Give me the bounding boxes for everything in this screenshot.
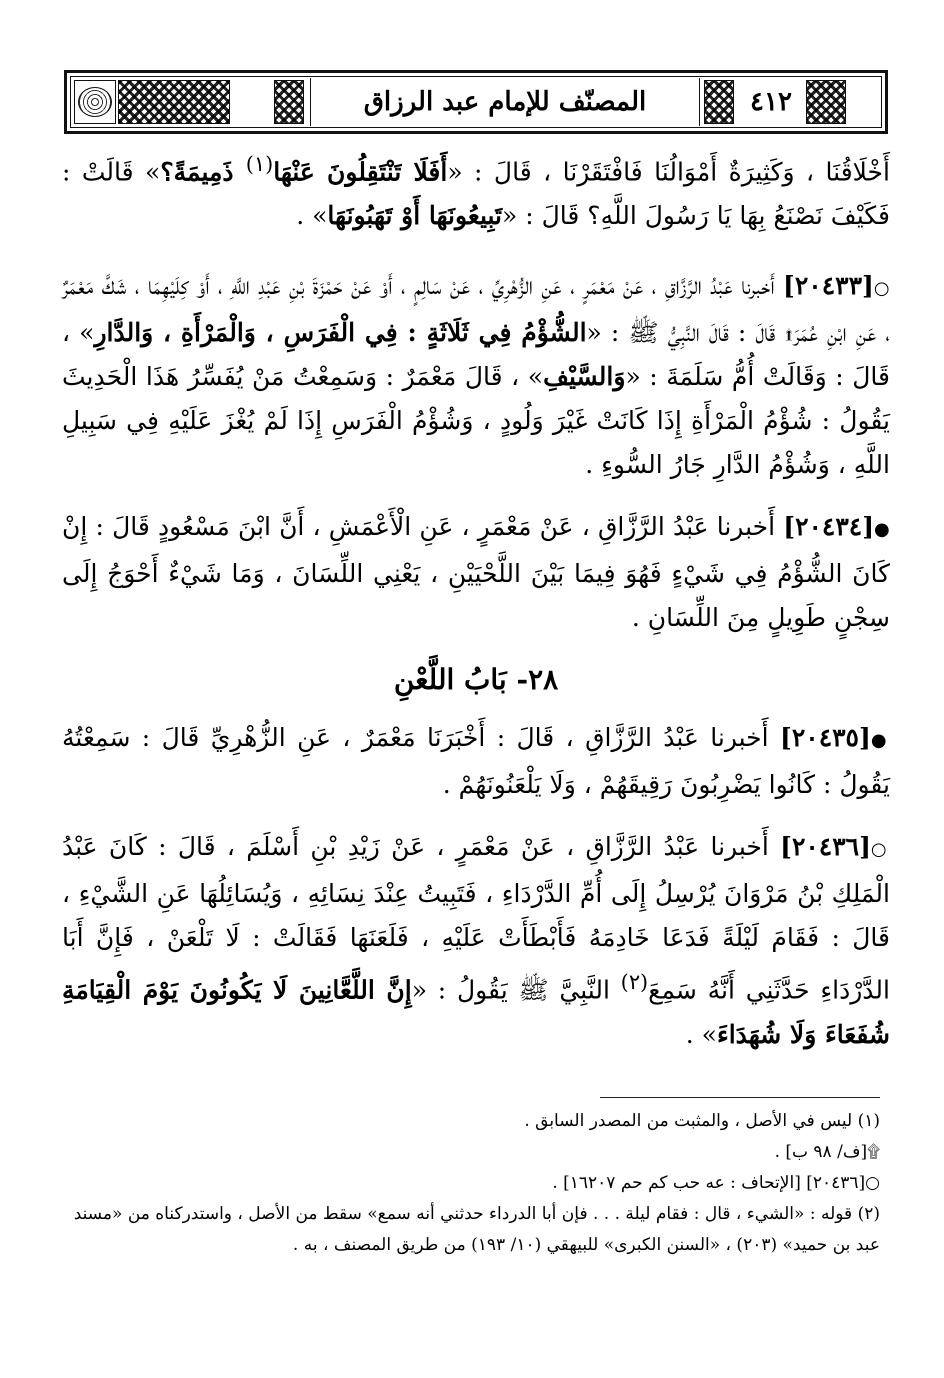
entry-20434 xyxy=(62,505,890,640)
entry-number: [٢٠٤٣٦] xyxy=(780,832,871,862)
footnote-2: (٢) قوله : «الشيء ، قال : فقام ليلة . . . فإن أبا الدرداء حدثني أنه سمع» سقط من الأصل ، واستدركناه من «مسند عبد بن حميد» (٢٠٣) ، «السنن الكبرى» للبيهقي (١٠/ ١٩٣) من طريق المصنف ، به . xyxy=(73,1204,880,1255)
ornament-mid-left xyxy=(274,80,304,124)
footnotes xyxy=(62,1106,880,1261)
text: أَخبرنا عَبْدُ الرَّزَّاقِ ، عَنْ مَعْمَرٍ ، عَنْ زَيْدِ بْنِ أَسْلَمَ ، قَالَ : كَانَ عَبْدُ الْمَلِكِ بْنُ مَرْوَانَ يُرْسِلُ إِلَى أُمِّ الدَّرْدَاءِ ، فَتَبِيتُ عِنْدَ نِسَائِهِ ، وَيُسَائِلُهَا عَنِ الشَّيْءِ ، قَالَ : فَقَامَ لَيْلَةً فَدَعَا خَادِمَهُ فَأَبْطَأَتْ عَلَيْهِ ، فَلَعَنَهَا فَقَالَتْ : لَا تَلْعَنْ ، فَإِنَّ أَبَا الدَّرْدَاءِ حَدَّثَنِي أَنَّهُ سَمِعَ xyxy=(62,832,890,1005)
chapter-title: ٢٨- بَابُ اللَّعْنِ xyxy=(393,663,559,697)
ornament-mid-right xyxy=(704,80,734,124)
text: » . xyxy=(685,1019,717,1049)
entry-number: [٢٠٤٣٥] xyxy=(780,723,871,753)
folio-note: ۩[ف/ ٩٨ ب] . xyxy=(774,1142,880,1162)
entry-20433 xyxy=(62,264,890,487)
entry-20436 xyxy=(62,825,890,1056)
main-text xyxy=(62,142,890,1075)
continuation-paragraph xyxy=(62,142,890,238)
book-logo xyxy=(74,80,116,124)
hadith-quote: الشُّؤْمُ فِي ثَلَاثَةٍ : فِي الْفَرَسِ ، وَالْمَرْأَةِ ، وَالدَّارِ xyxy=(94,318,587,348)
entry-marker: ○ xyxy=(870,839,890,861)
folio-marker: ۩ xyxy=(784,318,794,348)
text: » ، قَالَ : وَقَالَتْ أُمُّ سَلَمَةَ : « xyxy=(62,318,890,392)
footnote-divider xyxy=(600,1097,880,1098)
text: » . xyxy=(296,201,328,231)
hadith-quote: أَفَلَا تَنْتَقِلُونَ عَنْهَا xyxy=(273,157,448,187)
entry-number: [٢٠٤٣٤] xyxy=(783,512,875,542)
entry-marker: ● xyxy=(874,519,890,541)
entry-number: [٢٠٤٣٣] xyxy=(783,271,874,301)
footnote-1: (١) ليس في الأصل ، والمثبت من المصدر السابق . xyxy=(524,1111,880,1131)
footnote-marker: (١) xyxy=(245,152,274,176)
text: أَخبرنا عَبْدُ الرَّزَّاقِ ، عَنْ مَعْمَرٍ ، عَنِ الزُّهْرِيِّ ، عَنْ سَالِمٍ ، أَوْ عَنْ حَمْزَةَ بْنِ عَبْدِ اللَّهِ ، أَوْ كِلَيْهِمَا ، شَكَّ مَعْمَرٌ ، عَنِ ابْنِ عُمَرَ xyxy=(62,271,890,348)
text: » قَالَتْ : فَكَيْفَ نَصْنَعُ بِهَا يَا رَسُولَ اللَّهِ؟ قَالَ : « xyxy=(62,157,890,231)
entry-marker: ○ xyxy=(873,278,890,300)
text: أَخبرنا عَبْدُ الرَّزَّاقِ ، قَالَ : أَخْبَرَنَا مَعْمَرٌ ، عَنِ الزُّهْرِيِّ قَالَ : سَمِعْتُهُ يَقُولُ : كَانُوا يَضْرِبُونَ رَقِيقَهُمْ ، وَلَا يَلْعَنُونَهُمْ . xyxy=(62,723,890,800)
text: أَخبرنا عَبْدُ الرَّزَّاقِ ، عَنْ مَعْمَرٍ ، عَنِ الْأَعْمَشِ ، أَنَّ ابْنَ مَسْعُودٍ قَالَ : إِنْ كَانَ الشُّؤْمُ فِي شَيْءٍ فَهُوَ فِيمَا بَيْنَ اللَّحْيَيْنِ ، يَعْنِي اللِّسَانَ ، وَمَا شَيْءٌ أَحْوَجُ إِلَى سِجْنٍ طَوِيلٍ مِنَ اللِّسَانِ . xyxy=(62,512,890,633)
text: النَّبِيَّ ﷺ يَقُولُ : « xyxy=(411,975,621,1005)
header-title: المصنّف للإمام عبد الرزاق xyxy=(310,78,700,126)
page-number: ٤١٢ xyxy=(740,78,802,126)
hadith-quote: تَبِيعُونَهَا أَوْ تَهَبُونَهَا xyxy=(327,201,503,231)
entry-marker: ● xyxy=(870,730,890,752)
entry-20435 xyxy=(62,716,890,807)
hadith-quote: إِنَّ اللَّعَّانِينَ لَا يَكُونُونَ يَوْمَ الْقِيَامَةِ شُفَعَاءَ وَلَا شُهَدَاءَ xyxy=(62,975,890,1049)
hadith-quote: وَالسَّيْفِ xyxy=(543,362,626,392)
ornament-right xyxy=(806,80,846,124)
ornament-left xyxy=(118,80,230,124)
text: أَخْلَاقُنَا ، وَكَثِيرَةٌ أَمْوَالُنَا فَافْتَقَرْنَا ، قَالَ : « xyxy=(447,157,890,187)
seal-icon xyxy=(78,87,112,117)
page-header xyxy=(64,70,888,134)
ithaf-note: ○[٢٠٤٣٦] [الإتحاف : عه حب كم حم ١٦٢٠٧] . xyxy=(552,1173,880,1193)
text: » ، قَالَ مَعْمَرٌ : وَسَمِعْتُ مَنْ يُفَسِّرُ هَذَا الْحَدِيثَ يَقُولُ : شُؤْمُ الْمَرْأَةِ إِذَا كَانَتْ غَيْرَ وَلُودٍ ، وَشُؤْمُ الْفَرَسِ إِذَا لَمْ يُغْزَ عَلَيْهِ فِي سَبِيلِ اللَّهِ ، وَشُؤْمُ الدَّارِ جَارُ السُّوءِ . xyxy=(62,362,890,480)
text: قَالَ : قَالَ النَّبِيُّ ﷺ : « xyxy=(586,318,785,348)
hadith-quote: ذَمِيمَةً؟ xyxy=(160,157,246,187)
footnote-marker: (٢) xyxy=(620,970,649,995)
